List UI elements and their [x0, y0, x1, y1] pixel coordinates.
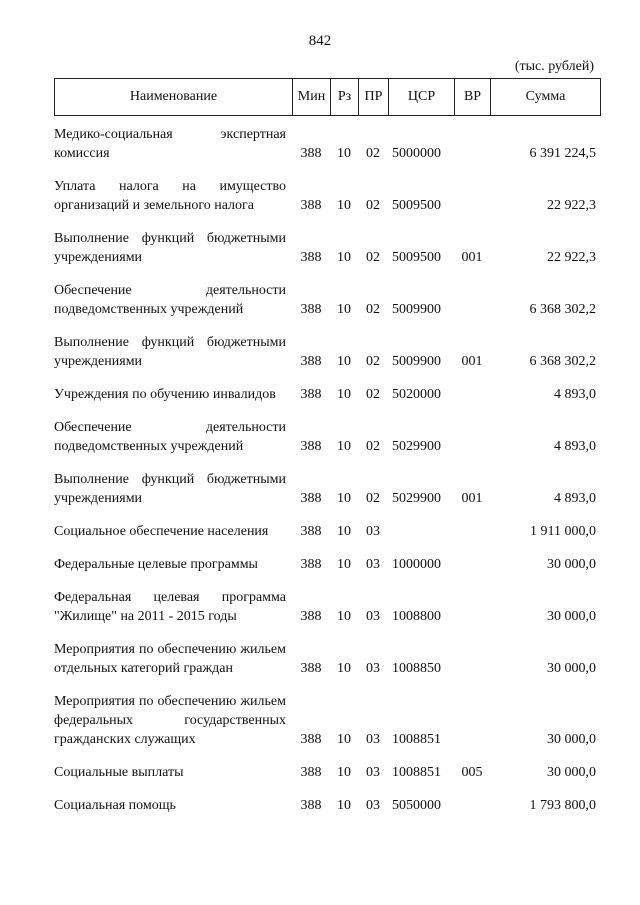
table-row — [54, 120, 600, 172]
cell-pr: 02 — [366, 302, 380, 317]
cell-name: Обеспечение деятельности подведомственных учреждений — [54, 283, 286, 317]
cell-pr: 02 — [366, 198, 380, 213]
cell-name: Учреждения по обучению инвалидов — [54, 387, 276, 402]
cell-csr: 5009900 — [392, 354, 441, 369]
cell-vr: 001 — [461, 250, 483, 265]
cell-sum: 30 000,0 — [547, 732, 596, 747]
cell-sum: 4 893,0 — [554, 491, 596, 506]
cell-sum: 30 000,0 — [547, 609, 596, 624]
cell-sum: 1 911 000,0 — [530, 524, 596, 539]
cell-rz: 10 — [337, 250, 351, 265]
cell-name: Выполнение функций бюджетными учреждениями — [54, 335, 286, 369]
cell-sum: 6 368 302,2 — [529, 354, 596, 369]
table-row — [54, 687, 600, 758]
cell-rz: 10 — [337, 798, 351, 813]
cell-vr — [454, 380, 490, 413]
cell-name: Мероприятия по обеспечению жильем федеральных государственных гражданских служащих — [54, 694, 286, 747]
cell-name: Федеральная целевая программа "Жилище" на 2011 - 2015 годы — [54, 590, 286, 624]
cell-csr: 1008800 — [392, 609, 441, 624]
cell-pr: 02 — [366, 146, 380, 161]
cell-csr: 5020000 — [392, 387, 441, 402]
cell-name: Обеспечение деятельности подведомственных учреждений — [54, 420, 286, 454]
cell-pr: 02 — [366, 250, 380, 265]
cell-rz: 10 — [337, 609, 351, 624]
table-row — [54, 550, 600, 583]
cell-rz: 10 — [337, 198, 351, 213]
cell-csr: 1008851 — [392, 732, 441, 747]
cell-rz: 10 — [337, 524, 351, 539]
cell-min: 388 — [300, 557, 322, 572]
header-vr: ВР — [455, 79, 491, 116]
cell-min: 388 — [300, 609, 322, 624]
table-row — [54, 635, 600, 687]
header-pr: ПР — [359, 79, 389, 116]
cell-vr — [454, 687, 490, 758]
cell-sum: 30 000,0 — [547, 661, 596, 676]
cell-csr: 5000000 — [392, 146, 441, 161]
table-header — [54, 78, 601, 116]
cell-pr: 03 — [366, 798, 380, 813]
cell-rz: 10 — [337, 146, 351, 161]
cell-sum: 6 391 224,5 — [529, 146, 596, 161]
cell-name: Выполнение функций бюджетными учреждениями — [54, 472, 286, 506]
cell-sum: 22 922,3 — [547, 250, 596, 265]
cell-pr: 03 — [366, 524, 380, 539]
cell-sum: 1 793 800,0 — [529, 798, 596, 813]
cell-vr — [454, 120, 490, 172]
cell-name: Социальные выплаты — [54, 765, 184, 780]
table-row — [54, 583, 600, 635]
cell-min: 388 — [300, 146, 322, 161]
cell-vr — [454, 550, 490, 583]
cell-min: 388 — [300, 354, 322, 369]
cell-name: Медико-социальная экспертная комиссия — [54, 127, 286, 161]
cell-csr: 5050000 — [392, 798, 441, 813]
cell-rz: 10 — [337, 439, 351, 454]
cell-vr — [454, 583, 490, 635]
cell-pr: 02 — [366, 387, 380, 402]
cell-name: Социальная помощь — [54, 798, 176, 813]
header-rz: Рз — [331, 79, 359, 116]
header-min: Мин — [293, 79, 331, 116]
cell-rz: 10 — [337, 491, 351, 506]
cell-csr: 1000000 — [392, 557, 441, 572]
cell-name: Социальное обеспечение населения — [54, 524, 269, 539]
cell-vr — [454, 413, 490, 465]
table-row — [54, 276, 600, 328]
cell-pr: 02 — [366, 491, 380, 506]
budget-table — [54, 120, 600, 824]
cell-vr: 001 — [461, 491, 483, 506]
cell-min: 388 — [300, 765, 322, 780]
cell-csr: 5009900 — [392, 302, 441, 317]
cell-min: 388 — [300, 798, 322, 813]
cell-min: 388 — [300, 302, 322, 317]
cell-pr: 02 — [366, 354, 380, 369]
cell-name: Мероприятия по обеспечению жильем отдельных категорий граждан — [54, 642, 286, 676]
cell-min: 388 — [300, 250, 322, 265]
cell-vr — [454, 791, 490, 824]
cell-sum: 6 368 302,2 — [529, 302, 596, 317]
cell-sum: 4 893,0 — [554, 387, 596, 402]
cell-sum: 22 922,3 — [547, 198, 596, 213]
cell-min: 388 — [300, 732, 322, 747]
cell-rz: 10 — [337, 732, 351, 747]
table-row — [54, 465, 600, 517]
cell-sum: 30 000,0 — [547, 765, 596, 780]
cell-csr: 5009500 — [392, 250, 441, 265]
cell-rz: 10 — [337, 302, 351, 317]
table-row — [54, 791, 600, 824]
header-name: Наименование — [55, 79, 293, 116]
cell-rz: 10 — [337, 661, 351, 676]
cell-csr — [388, 517, 454, 550]
cell-rz: 10 — [337, 387, 351, 402]
cell-pr: 03 — [366, 557, 380, 572]
cell-pr: 03 — [366, 661, 380, 676]
table-row — [54, 758, 600, 791]
cell-vr — [454, 276, 490, 328]
cell-csr: 5029900 — [392, 491, 441, 506]
cell-min: 388 — [300, 439, 322, 454]
cell-vr — [454, 635, 490, 687]
cell-csr: 5029900 — [392, 439, 441, 454]
table-row — [54, 413, 600, 465]
cell-min: 388 — [300, 198, 322, 213]
cell-csr: 1008850 — [392, 661, 441, 676]
page-number: 842 — [308, 33, 332, 49]
units-label: (тыс. рублей) — [514, 59, 594, 74]
cell-csr: 5009500 — [392, 198, 441, 213]
cell-sum: 30 000,0 — [547, 557, 596, 572]
table-row — [54, 224, 600, 276]
cell-csr: 1008851 — [392, 765, 441, 780]
cell-rz: 10 — [337, 557, 351, 572]
cell-sum: 4 893,0 — [554, 439, 596, 454]
cell-name: Выполнение функций бюджетными учреждениями — [54, 231, 286, 265]
cell-min: 388 — [300, 387, 322, 402]
cell-vr — [454, 172, 490, 224]
cell-min: 388 — [300, 524, 322, 539]
cell-pr: 03 — [366, 765, 380, 780]
header-csr: ЦСР — [389, 79, 455, 116]
cell-rz: 10 — [337, 354, 351, 369]
cell-vr — [454, 517, 490, 550]
table-row — [54, 380, 600, 413]
cell-pr: 03 — [366, 609, 380, 624]
cell-rz: 10 — [337, 765, 351, 780]
cell-min: 388 — [300, 661, 322, 676]
cell-name: Федеральные целевые программы — [54, 557, 258, 572]
table-row — [54, 172, 600, 224]
table-row — [54, 328, 600, 380]
cell-pr: 03 — [366, 732, 380, 747]
cell-name: Уплата налога на имущество организаций и земельного налога — [54, 179, 286, 213]
cell-pr: 02 — [366, 439, 380, 454]
cell-min: 388 — [300, 491, 322, 506]
cell-vr: 005 — [461, 765, 483, 780]
cell-vr: 001 — [461, 354, 483, 369]
header-sum: Сумма — [491, 79, 601, 116]
table-row — [54, 517, 600, 550]
